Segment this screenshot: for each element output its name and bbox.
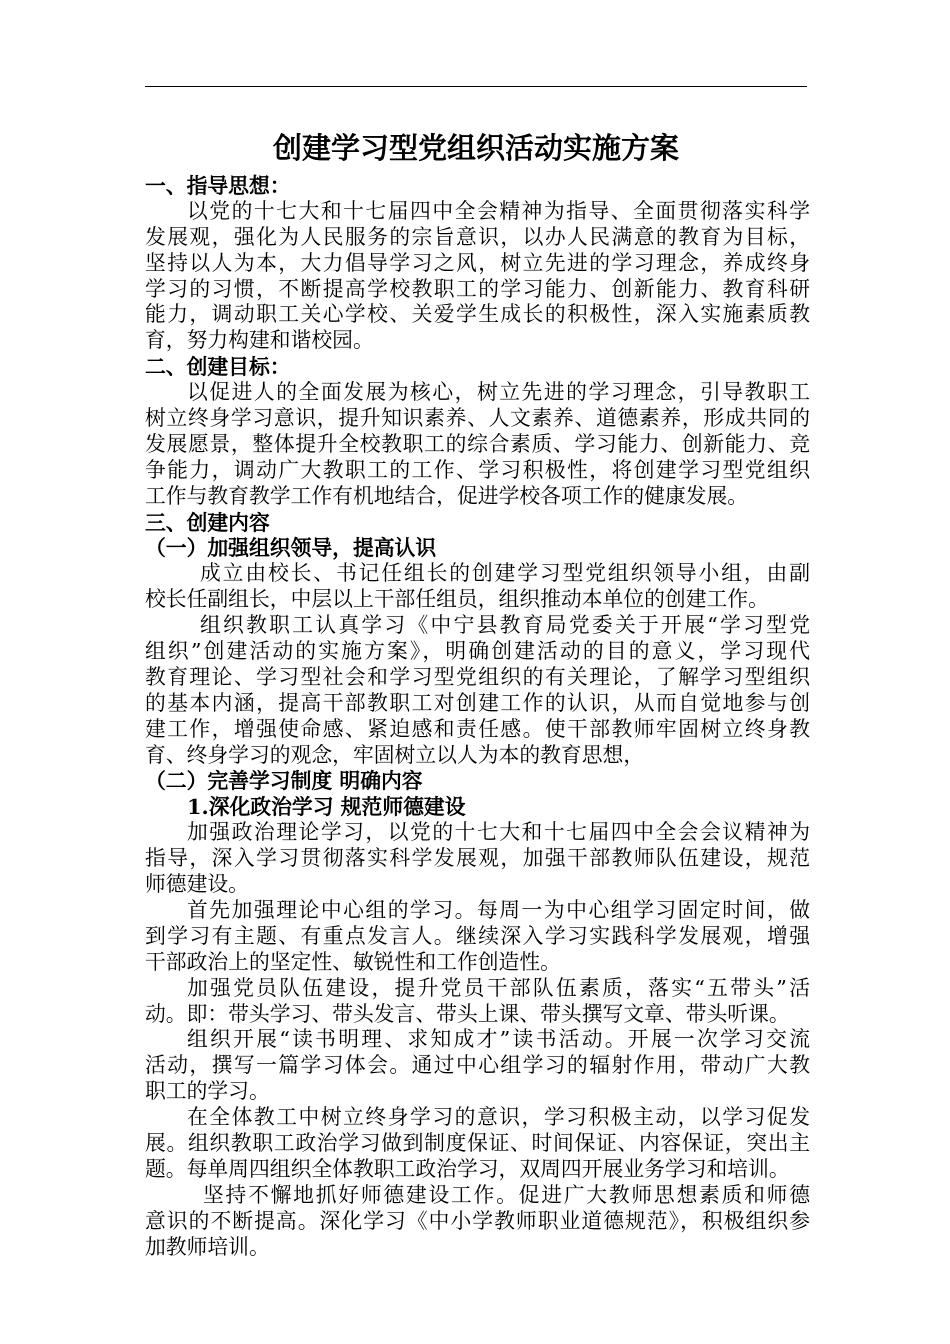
text-line: 工作与教育教学工作有机地结合，促进学校各项工作的健康发展。	[145, 483, 749, 508]
text-line: 建工作，增强使命感、紧迫感和责任感。使干部教师牢固树立终身教	[145, 716, 810, 741]
document-title: 创建学习型党组织活动实施方案	[272, 131, 679, 165]
text-line: 意识的不断提高。深化学习《中小学教师职业道德规范》，积极组织参	[145, 1208, 810, 1233]
text-line: 学习的习惯，不断提高学校教职工的学习能力、创新能力、教育科研	[145, 276, 810, 301]
text-line: 组织”创建活动的实施方案》，明确创建活动的目的意义，学习现代	[145, 639, 810, 664]
text-line: 组织开展“读书明理、求知成才”读书活动。开展一次学习交流	[187, 1027, 810, 1052]
text-line: 以促进人的全面发展为核心，树立先进的学习理念，引导教职工	[187, 380, 810, 405]
text-line: 加强党员队伍建设，提升党员干部队伍素质，落实“五带头”活	[187, 975, 810, 1000]
text-line: 以党的十七大和十七届四中全会精神为指导、全面贯彻落实科学	[187, 198, 810, 223]
text-line: 坚持不懈地抓好师德建设工作。促进广大教师思想素质和师德	[203, 1182, 810, 1207]
text-line: 首先加强理论中心组的学习。每周一为中心组学习固定时间，做	[187, 897, 810, 922]
text-line: 题。每单周四组织全体教职工政治学习，双周四开展业务学习和培训。	[145, 1156, 790, 1181]
text-line: 职工的学习。	[145, 1079, 270, 1104]
text-line: 组织教职工认真学习《中宁县教育局党委关于开展“学习型党	[200, 613, 810, 638]
text-line: 发展观，强化为人民服务的宗旨意识，以办人民满意的教育为目标，	[145, 224, 810, 249]
text-line: 发展愿景，整体提升全校教职工的综合素质、学习能力、创新能力、竞	[145, 431, 810, 456]
text-line: 在全体教工中树立终身学习的意识，学习积极主动，以学习促发	[187, 1105, 810, 1130]
text-line: 成立由校长、书记任组长的创建学习型党组织领导小组，由副	[200, 561, 810, 586]
text-line: 动。即：带头学习、带头发言、带头上课、带头撰写文章、带头听课。	[145, 1001, 790, 1026]
text-line: 指导，深入学习贯彻落实科学发展观，加强干部教师队伍建设，规范	[145, 846, 810, 871]
text-line: 能力，调动职工关心学校、关爱学生成长的积极性，深入实施素质教	[145, 302, 810, 327]
text-line: 师德建设。	[145, 872, 249, 897]
text-line: 加强政治理论学习，以党的十七大和十七届四中全会会议精神为	[187, 820, 810, 845]
document-body	[145, 173, 810, 1260]
text-line: （一）加强组织领导，提高认识	[145, 535, 437, 561]
text-line: 一、指导思想：	[145, 173, 291, 198]
text-line: 校长任副组长，中层以上干部任组员，组织推动本单位的创建工作。	[145, 587, 769, 612]
text-line: 树立终身学习意识，提升知识素养、人文素养、道德素养，形成共同的	[145, 406, 810, 431]
text-line: 加教师培训。	[145, 1234, 270, 1259]
text-line: 坚持以人为本，大力倡导学习之风，树立先进的学习理念，养成终身	[145, 250, 810, 275]
text-line: 展。组织教职工政治学习做到制度保证、时间保证、内容保证，突出主	[145, 1130, 810, 1155]
text-line: 育、终身学习的观念，牢固树立以人为本的教育思想，	[145, 742, 645, 767]
text-line: （二）完善学习制度 明确内容	[145, 768, 423, 794]
text-line: 活动，撰写一篇学习体会。通过中心组学习的辐射作用，带动广大教	[145, 1053, 810, 1078]
text-line: 教育理论、学习型社会和学习型党组织的有关理论，了解学习型组织	[145, 664, 810, 689]
text-line: 干部政治上的坚定性、敏锐性和工作创造性。	[145, 949, 561, 974]
text-line: 争能力，调动广大教职工的工作、学习积极性，将创建学习型党组织	[145, 457, 810, 482]
text-line: 三、创建内容	[145, 509, 270, 535]
text-line: 的基本内涵，提高干部教职工对创建工作的认识，从而自觉地参与创	[145, 690, 810, 715]
header-rule	[145, 86, 807, 87]
text-line: 到学习有主题、有重点发言人。继续深入学习实践科学发展观，增强	[145, 923, 810, 948]
text-line: 1.深化政治学习 规范师德建设	[187, 794, 466, 820]
text-line: 二、创建目标：	[145, 354, 291, 380]
text-line: 育，努力构建和谐校园。	[145, 328, 374, 353]
